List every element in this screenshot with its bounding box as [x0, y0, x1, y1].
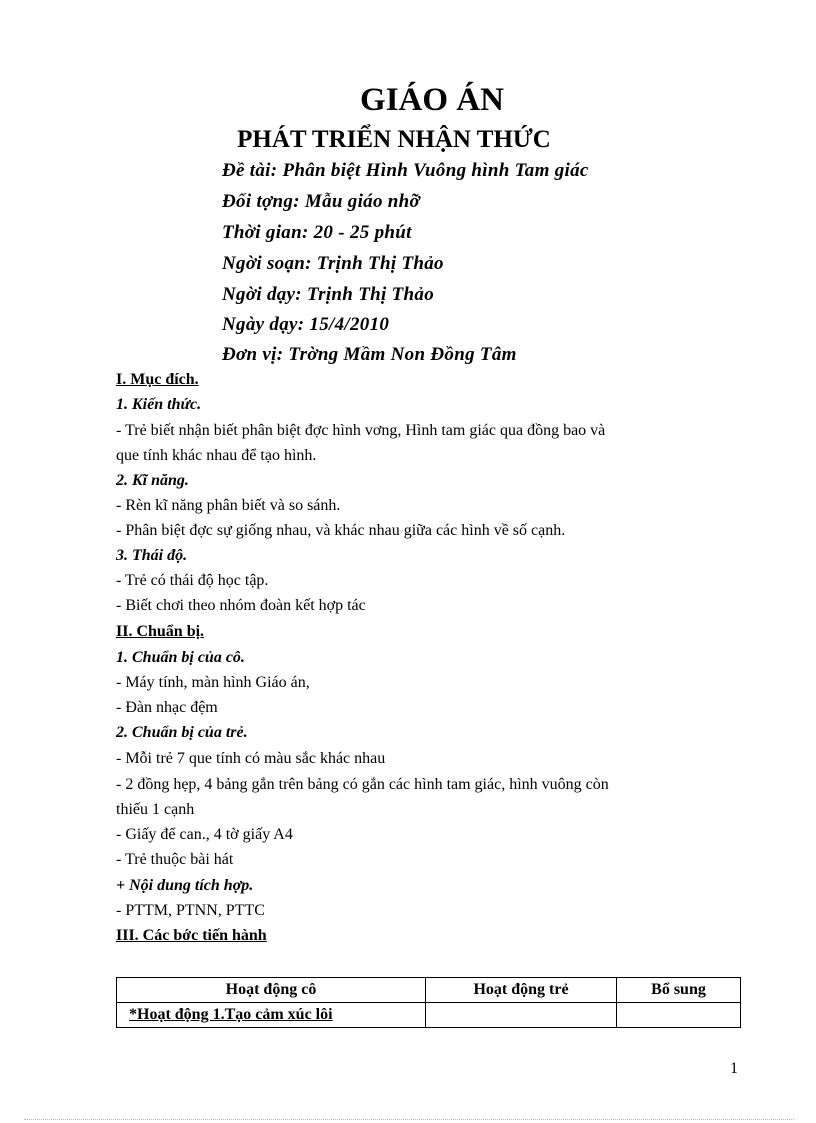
section-1-3-text-b: - Biết chơi theo nhóm đoàn kết hợp tác — [116, 597, 366, 614]
page-number: 1 — [730, 1060, 738, 1077]
table-header-row — [117, 978, 741, 1003]
section-1-2-text-b: - Phân biệt đợc sự giống nhau, và khác nhau giữa các hình về số cạnh. — [116, 522, 566, 539]
section-2-heading: II. Chuẩn bị. — [116, 623, 205, 640]
section-2-2-text-a: - Mỗi trẻ 7 que tính có màu sắc khác nhau — [116, 750, 386, 767]
activity-table — [116, 977, 741, 1028]
table-cell-empty — [617, 1003, 741, 1028]
section-2-2-text-c: thiếu 1 cạnh — [116, 801, 195, 818]
meta-date: Ngày dạy: 15/4/2010 — [222, 314, 390, 335]
section-2-2-text-b: - 2 đồng hẹp, 4 bảng gắn trên bảng có gắn các hình tam giác, hình vuông còn — [116, 776, 609, 793]
page-bottom-divider — [24, 1119, 794, 1120]
meta-topic: Đề tài: Phân biệt Hình Vuông hình Tam giác — [222, 160, 589, 181]
meta-teacher: Ngời dạy: Trịnh Thị Thảo — [222, 284, 434, 305]
section-2-3-heading: + Nội dung tích hợp. — [116, 877, 254, 894]
section-3-heading: III. Các bớc tiến hành — [116, 927, 267, 944]
meta-unit: Đơn vị: Trờng Mầm Non Đồng Tâm — [222, 344, 517, 365]
section-1-1-heading: 1. Kiến thức. — [116, 396, 202, 413]
meta-duration: Thời gian: 20 - 25 phút — [222, 222, 412, 243]
section-2-1-text-b: - Đàn nhạc đệm — [116, 699, 218, 716]
document-title: GIÁO ÁN — [360, 82, 504, 118]
table-cell-empty — [426, 1003, 617, 1028]
section-2-1-text-a: - Máy tính, màn hình Giáo án, — [116, 674, 310, 691]
section-1-3-text-a: - Trẻ có thái độ học tập. — [116, 572, 269, 589]
table-cell-activity-1: *Hoạt động 1.Tạo cảm xúc lôi — [117, 1003, 426, 1028]
section-1-2-text-a: - Rèn kĩ năng phân biết và so sánh. — [116, 497, 341, 514]
meta-author: Ngời soạn: Trịnh Thị Thảo — [222, 253, 444, 274]
table-header-teacher: Hoạt động cô — [117, 978, 426, 1003]
table-row — [117, 1003, 741, 1028]
meta-audience: Đối tợng: Mẫu giáo nhỡ — [222, 191, 421, 212]
section-2-1-heading: 1. Chuẩn bị của cô. — [116, 649, 245, 666]
document-subtitle: PHÁT TRIỂN NHẬN THỨC — [237, 126, 551, 153]
section-1-3-heading: 3. Thái độ. — [116, 547, 188, 564]
table-header-notes: Bổ sung — [617, 978, 741, 1003]
section-2-2-text-d: - Giấy để can., 4 tờ giấy A4 — [116, 826, 293, 843]
table-header-children: Hoạt động trẻ — [426, 978, 617, 1003]
section-1-heading: I. Mục đích. — [116, 371, 199, 388]
section-1-1-text-a: - Trẻ biết nhận biết phân biệt đợc hình vơng, Hình tam giác qua đồng bao và — [116, 422, 606, 439]
section-2-2-text-e: - Trẻ thuộc bài hát — [116, 851, 234, 868]
section-2-3-text-a: - PTTM, PTNN, PTTC — [116, 902, 265, 919]
section-1-1-text-b: que tính khác nhau để tạo hình. — [116, 447, 317, 464]
section-2-2-heading: 2. Chuẩn bị của trẻ. — [116, 724, 248, 741]
section-1-2-heading: 2. Kĩ năng. — [116, 472, 189, 489]
